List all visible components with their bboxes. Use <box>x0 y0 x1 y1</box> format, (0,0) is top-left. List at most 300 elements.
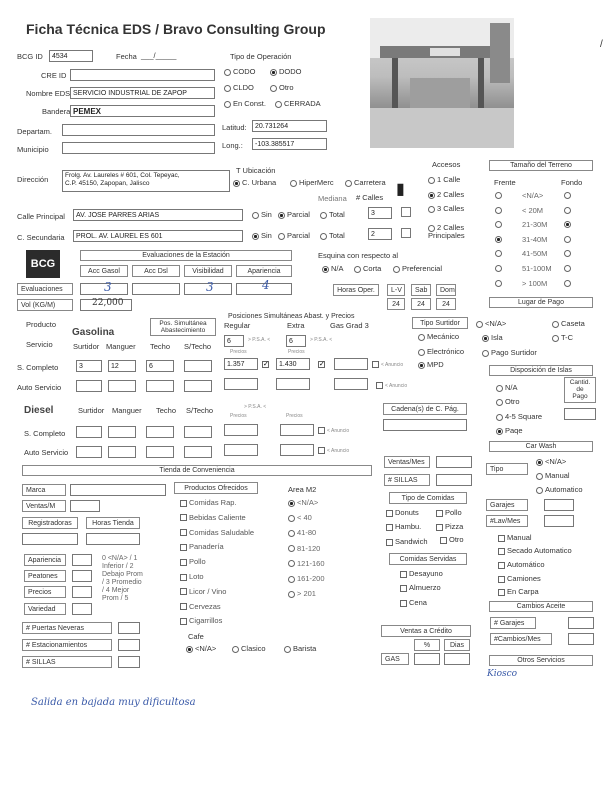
ub-carretera-radio[interactable] <box>345 180 352 187</box>
frente-label: Frente <box>494 178 516 187</box>
esq-preferencial[interactable]: Preferencial <box>393 265 442 273</box>
cadenas-title: Cadena(s) de C. Pág. <box>383 403 467 415</box>
bandera-label: Bandera <box>42 107 71 116</box>
num-garajes-field[interactable] <box>568 617 594 629</box>
med1-parcial[interactable]: Parcial <box>278 211 310 219</box>
eval-apariencia-value: 4 <box>262 278 270 292</box>
regular-label: Regular <box>224 321 251 330</box>
regular-as-price[interactable] <box>224 378 258 390</box>
isla-otro[interactable]: Otro <box>496 398 520 406</box>
cantidad-pago-field[interactable] <box>564 408 596 420</box>
fecha-field[interactable]: ___/_____ <box>141 51 177 60</box>
cafe-clasico-radio[interactable] <box>232 646 239 653</box>
longitud-field[interactable]: -103.385517 <box>252 138 327 150</box>
dsl-anuncio-2: < Anuncio <box>318 447 349 454</box>
credito-gas-pct[interactable] <box>414 653 440 665</box>
regular-precios-label: Precios <box>230 349 247 355</box>
cafe-label: Cafe <box>188 632 204 641</box>
registradoras-field[interactable] <box>22 533 78 545</box>
med2-total[interactable]: Total <box>320 232 345 240</box>
producto-ofrecido-item[interactable]: Comidas Rap. <box>180 499 237 507</box>
area-option-radio[interactable] <box>288 591 295 598</box>
cambios-mes-field[interactable] <box>568 633 594 645</box>
tipo-comidas-title: Tipo de Comidas <box>389 492 467 504</box>
terreno-fondo-radio[interactable] <box>564 207 571 214</box>
marca-field[interactable] <box>70 484 166 496</box>
cw-na-radio[interactable] <box>536 459 543 466</box>
dsl-precios-2: Precios <box>286 413 303 419</box>
acc-2principales[interactable]: 2 Calles Principales <box>428 223 465 241</box>
cre-id-label: CRE ID <box>41 71 67 80</box>
scale-legend <box>102 555 143 603</box>
grad3-as-price[interactable] <box>334 378 368 390</box>
area-option[interactable]: 161-200 <box>288 575 325 583</box>
med1-total-radio[interactable] <box>320 212 327 219</box>
extra-price[interactable]: 1.430 <box>276 358 310 370</box>
producto-ofrecido-item[interactable]: Comidas Saludable <box>180 529 254 537</box>
med2-parcial-radio[interactable] <box>278 233 285 240</box>
credito-gas-label: GAS <box>381 653 409 665</box>
regular-pos[interactable]: 6 <box>224 335 244 347</box>
regular-price[interactable]: 1.357 <box>224 358 258 370</box>
cw-manual-radio[interactable] <box>536 473 543 480</box>
med2-sin[interactable]: Sin <box>252 232 272 240</box>
ub-hipermerc[interactable]: HiperMerc <box>290 179 334 187</box>
scale-2: Debajo Prom <box>102 571 143 579</box>
pago-isla[interactable]: Isla <box>482 334 503 342</box>
horas-lv-value[interactable]: 24 <box>387 298 405 310</box>
cw-manual[interactable]: Manual <box>536 472 570 480</box>
cambios-mes-label: #Cambios/Mes <box>490 633 552 645</box>
op-codo[interactable]: CODO <box>224 68 256 76</box>
scale-5: Prom / 5 <box>102 595 129 603</box>
area-option[interactable]: 41-80 <box>288 529 316 537</box>
producto-ofrecido-item[interactable]: Cigarrillos <box>180 617 222 625</box>
direccion-line1: Frolg. Av. Laureles # 601, Col. Tepeyac, <box>65 172 180 179</box>
regular-anuncio-check[interactable] <box>262 360 271 368</box>
terreno-fondo-radio[interactable] <box>564 265 571 272</box>
med2-sin-radio[interactable] <box>252 233 259 240</box>
terreno-fondo-radio[interactable] <box>564 250 571 257</box>
producto-ofrecido-item[interactable]: Pollo <box>180 558 206 566</box>
calle-secundaria-label: C. Secundaria <box>17 233 65 242</box>
area-option-radio[interactable] <box>288 560 295 567</box>
extra-label: Extra <box>287 321 305 330</box>
ventas-mes-label: Ventas/Mes <box>384 456 430 468</box>
producto-ofrecido-check[interactable] <box>180 618 187 625</box>
esq-na-radio[interactable] <box>322 266 329 273</box>
cw-sub-secado-check[interactable] <box>498 548 505 555</box>
producto-ofrecido-check[interactable] <box>180 574 187 581</box>
gas-as-manguer[interactable] <box>108 380 136 392</box>
cambios-aceite-title: Cambios Aceite <box>489 601 593 612</box>
estacionamientos-field[interactable] <box>118 639 140 651</box>
producto-ofrecido-check[interactable] <box>180 559 187 566</box>
gas-techo[interactable]: 6 <box>146 360 174 372</box>
comida-otro-check[interactable] <box>440 537 447 544</box>
servida-cena[interactable]: Cena <box>400 599 427 607</box>
pago-isla-radio[interactable] <box>482 335 489 342</box>
area-option-radio[interactable] <box>288 530 295 537</box>
extra-as-price[interactable] <box>276 378 310 390</box>
dsl-as-surtidor[interactable] <box>76 446 102 458</box>
scale-1: Inferior / 2 <box>102 563 134 571</box>
diesel-label: Diesel <box>24 405 54 416</box>
scale-0: 0 <N/A> / 1 <box>102 555 138 562</box>
med1-sin[interactable]: Sin <box>252 211 272 219</box>
num-garajes-label: # Garajes <box>490 617 536 629</box>
calle-secundaria-field[interactable]: PROL. AV. LAUREL ES 601 <box>73 230 243 242</box>
terreno-frente-radio[interactable] <box>495 250 502 257</box>
regular-anuncio-checkbox[interactable] <box>262 361 269 368</box>
num-calles-field-1[interactable]: 3 <box>368 207 392 219</box>
extra-anuncio-checkbox[interactable] <box>318 361 325 368</box>
terreno-frente-radio[interactable] <box>495 192 502 199</box>
ub-urbana[interactable]: C. Urbana <box>233 179 276 187</box>
dsl-price-1[interactable] <box>224 424 258 436</box>
comida-hambu-check[interactable] <box>386 524 393 531</box>
fondo-label: Fondo <box>561 178 583 187</box>
dsl-as-techo[interactable] <box>146 446 174 458</box>
lav-mes-field[interactable] <box>544 515 574 527</box>
extra-anuncio-check[interactable] <box>318 360 327 368</box>
producto-ofrecido-check[interactable] <box>180 544 187 551</box>
station-photo <box>370 18 514 148</box>
variedad-label: Variedad <box>24 603 66 615</box>
area-option[interactable]: > 201 <box>288 590 316 598</box>
horas-tienda-label: Horas Tienda <box>86 517 140 529</box>
acc-2calles-radio[interactable] <box>428 192 435 199</box>
terreno-size-label: 31-40M <box>522 234 548 244</box>
cw-na[interactable]: <N/A> <box>536 458 566 466</box>
terreno-fondo-radio[interactable] <box>564 280 571 287</box>
cw-sub-secado[interactable]: Secado Automatico <box>498 547 572 555</box>
cw-sub-carpa[interactable]: En Carpa <box>498 588 539 596</box>
surtidor-electronico-radio[interactable] <box>418 349 425 356</box>
grad3-anuncio-checkbox[interactable] <box>372 361 379 368</box>
producto-ofrecido-check[interactable] <box>180 500 187 507</box>
comida-pizza[interactable]: Pizza <box>436 523 463 531</box>
terreno-frente-radio[interactable] <box>495 236 502 243</box>
cw-automatico[interactable]: Automatico <box>536 486 583 494</box>
dsl-as-price-2[interactable] <box>280 444 314 456</box>
area-option-radio[interactable] <box>288 576 295 583</box>
eval-acc-dsl[interactable] <box>132 283 180 295</box>
latitud-field[interactable]: 20.731264 <box>252 120 327 132</box>
comida-pollo[interactable]: Pollo <box>436 509 462 517</box>
horas-tienda-field[interactable] <box>86 533 140 545</box>
med2-total-radio[interactable] <box>320 233 327 240</box>
surtidor-mpd-radio[interactable] <box>418 362 425 369</box>
evaluaciones-title: Evaluaciones de la Estación <box>80 250 292 261</box>
dsl-col-stecho: S/Techo <box>186 406 214 415</box>
terreno-title: Tamaño del Terreno <box>489 160 593 171</box>
esq-preferencial-radio[interactable] <box>393 266 400 273</box>
dsl-manguer[interactable] <box>108 426 136 438</box>
terreno-fondo-radio[interactable] <box>564 221 571 228</box>
producto-ofrecido-item[interactable]: Licor / Vino <box>180 588 226 596</box>
gas-manguer[interactable]: 12 <box>108 360 136 372</box>
area-option[interactable]: < 40 <box>288 514 312 522</box>
tipo-surtidor-title: Tipo Surtidor <box>412 317 468 329</box>
comida-donuts[interactable]: Donuts <box>386 509 419 517</box>
gas-stecho[interactable] <box>184 360 212 372</box>
med1-total[interactable]: Total <box>320 211 345 219</box>
dsl-as-price-1[interactable] <box>224 444 258 456</box>
isla-paqe[interactable]: Paqe <box>496 427 523 435</box>
med2-parcial[interactable]: Parcial <box>278 232 310 240</box>
pago-na-radio[interactable] <box>476 321 483 328</box>
comidas-sillas-field[interactable] <box>436 474 472 486</box>
terreno-fondo-radio[interactable] <box>564 236 571 243</box>
ventas-m-field[interactable] <box>70 500 100 512</box>
acc-1calle-radio[interactable] <box>428 177 435 184</box>
calles-check-1[interactable] <box>401 207 411 217</box>
ub-urbana-radio[interactable] <box>233 180 240 187</box>
producto-ofrecido-item[interactable]: Loto <box>180 573 204 581</box>
cafe-na-radio[interactable] <box>186 646 193 653</box>
pago-caseta-radio[interactable] <box>552 321 559 328</box>
acc-3calles-radio[interactable] <box>428 206 435 213</box>
gas-as-stecho[interactable] <box>184 380 212 392</box>
credito-gas-dias[interactable] <box>444 653 470 665</box>
isla-45square[interactable]: 4-5 Square <box>496 413 542 421</box>
municipio-field[interactable] <box>62 142 215 154</box>
nombre-eds-field[interactable]: SERVICIO INDUSTRIAL DE ZAPOP <box>70 87 215 99</box>
tipo-operacion-title: Tipo de Operación <box>230 52 292 61</box>
page-title: Ficha Técnica EDS / Bravo Consulting Group <box>26 21 326 37</box>
eval-header-visibilidad: Visibilidad <box>184 265 232 277</box>
cafe-clasico[interactable]: Clasico <box>232 645 266 653</box>
gas-station-image <box>370 18 514 148</box>
dsl-anuncio-2-checkbox[interactable] <box>318 447 325 454</box>
car-wash-tipo-label: Tipo <box>486 463 528 475</box>
acc-1calle[interactable]: 1 Calle <box>428 176 460 184</box>
cw-sub-camiones-check[interactable] <box>498 576 505 583</box>
col-surtidor: Surtidor <box>73 342 100 351</box>
op-cldo[interactable]: CLDO <box>224 84 254 92</box>
dsl-col-techo: Techo <box>156 406 177 415</box>
cw-sub-automatico[interactable]: Automático <box>498 561 545 569</box>
comida-pollo-check[interactable] <box>436 510 443 517</box>
comida-otro[interactable]: Otro <box>440 536 464 544</box>
area-option[interactable]: <N/A> <box>288 499 318 507</box>
regular-psa: > P.S.A. < <box>248 337 271 343</box>
longitud-label: Long.: <box>222 141 243 150</box>
servida-cena-check[interactable] <box>400 600 407 607</box>
op-dodo[interactable]: DODO <box>270 68 302 76</box>
dsl-col-surtidor: Surtidor <box>78 406 105 415</box>
gas-as-techo[interactable] <box>146 380 174 392</box>
pago-tc-radio[interactable] <box>552 335 559 342</box>
esq-corta[interactable]: Corta <box>354 265 381 273</box>
isla-45square-radio[interactable] <box>496 414 503 421</box>
gas-as-surtidor[interactable] <box>76 380 102 392</box>
op-cerrada-radio[interactable] <box>275 101 282 108</box>
area-option[interactable]: 121-160 <box>288 560 325 568</box>
precios-field[interactable] <box>72 586 92 598</box>
cre-id-field[interactable] <box>70 69 215 81</box>
op-enconst-radio[interactable] <box>224 101 231 108</box>
terreno-frente-radio[interactable] <box>495 221 502 228</box>
cw-sub-carpa-check[interactable] <box>498 589 505 596</box>
servida-almuerzo[interactable]: Almuerzo <box>400 584 441 592</box>
comida-donuts-check[interactable] <box>386 510 393 517</box>
cw-automatico-radio[interactable] <box>536 487 543 494</box>
op-otro-radio[interactable] <box>270 85 277 92</box>
puertas-neveras-field[interactable] <box>118 622 140 634</box>
cw-sub-camiones[interactable]: Camiones <box>498 575 541 583</box>
dsl-techo[interactable] <box>146 426 174 438</box>
evaluaciones-label: Evaluaciones <box>17 283 73 295</box>
area-option-radio[interactable] <box>288 545 295 552</box>
bcg-id-field[interactable]: 4534 <box>49 50 93 62</box>
terreno-frente-radio[interactable] <box>495 280 502 287</box>
producto-ofrecido-item[interactable]: Cervezas <box>180 603 221 611</box>
surtidor-mecanico[interactable]: Mecánico <box>418 333 459 341</box>
cw-sub-manual[interactable]: Manual <box>498 534 532 542</box>
dsl-as-stecho[interactable] <box>184 446 212 458</box>
s-completo-label: S. Completo <box>17 363 59 372</box>
producto-ofrecido-item[interactable]: Bebidas Caliente <box>180 514 246 522</box>
pago-caseta[interactable]: Caseta <box>552 320 585 328</box>
dsl-anuncio-1-checkbox[interactable] <box>318 427 325 434</box>
pago-surtidor-radio[interactable] <box>482 350 489 357</box>
area-m2-label: Area M2 <box>288 485 317 494</box>
isla-na-radio[interactable] <box>496 385 503 392</box>
salida-note: Salida en bajada muy dificultosa <box>31 697 196 708</box>
cw-sub-manual-check[interactable] <box>498 535 505 542</box>
peatones-field[interactable] <box>72 570 92 582</box>
gas-surtidor[interactable]: 3 <box>76 360 102 372</box>
op-cerrada[interactable]: CERRADA <box>275 100 321 108</box>
pago-surtidor[interactable]: Pago Surtidor <box>482 349 537 357</box>
calles-check-2[interactable] <box>401 228 411 238</box>
grad3-price[interactable] <box>334 358 368 370</box>
scale-4: / 4 Mejor <box>102 587 130 595</box>
comida-pizza-check[interactable] <box>436 524 443 531</box>
dsl-stecho[interactable] <box>184 426 212 438</box>
direccion-label: Dirección <box>17 175 49 184</box>
isla-na[interactable]: N/A <box>496 384 518 392</box>
esq-na[interactable]: N/A <box>322 265 344 273</box>
op-dodo-radio[interactable] <box>270 69 277 76</box>
comida-sandwich-check[interactable] <box>386 539 393 546</box>
med1-sin-radio[interactable] <box>252 212 259 219</box>
producto-ofrecido-check[interactable] <box>180 529 187 536</box>
dsl-as-manguer[interactable] <box>108 446 136 458</box>
op-enconst[interactable]: En Const. <box>224 100 266 108</box>
surtidor-electronico[interactable]: Electrónico <box>418 348 464 356</box>
direccion-field[interactable] <box>62 170 230 192</box>
op-codo-radio[interactable] <box>224 69 231 76</box>
cadenas-field[interactable] <box>383 419 467 431</box>
garajes-field[interactable] <box>544 499 574 511</box>
acc-2calles[interactable]: 2 Calles <box>428 191 464 199</box>
bandera-field[interactable]: PEMEX <box>70 105 215 117</box>
ub-hipermerc-radio[interactable] <box>290 180 297 187</box>
surtidor-mpd[interactable]: MPD <box>418 361 444 369</box>
comida-sandwich[interactable]: Sandwich <box>386 538 428 546</box>
servida-almuerzo-check[interactable] <box>400 585 407 592</box>
area-option-radio[interactable] <box>288 500 295 507</box>
ub-carretera[interactable]: Carretera <box>345 179 386 187</box>
op-cldo-radio[interactable] <box>224 85 231 92</box>
departamento-field[interactable] <box>62 124 215 136</box>
surtidor-mecanico-radio[interactable] <box>418 334 425 341</box>
lav-mes-label: #Lav/Mes <box>486 515 528 527</box>
med1-parcial-radio[interactable] <box>278 212 285 219</box>
lugar-pago-title: Lugar de Pago <box>489 297 593 308</box>
esq-corta-radio[interactable] <box>354 266 361 273</box>
credito-dias: Dias <box>444 639 470 651</box>
area-option[interactable]: 81-120 <box>288 545 320 553</box>
op-otro[interactable]: Otro <box>270 84 294 92</box>
horas-dom-value[interactable]: 24 <box>436 298 456 310</box>
col-techo: Techo <box>150 342 171 351</box>
isla-paqe-radio[interactable] <box>496 428 503 435</box>
producto-ofrecido-check[interactable] <box>180 514 187 521</box>
cafe-na[interactable]: <N/A> <box>186 645 216 653</box>
ubicacion-title: T Ubicación <box>236 166 276 175</box>
municipio-label: Municipio <box>17 145 49 154</box>
num-calles-field-2[interactable]: 2 <box>368 228 392 240</box>
terreno-size-label: 41-50M <box>522 249 548 259</box>
dsl-surtidor[interactable] <box>76 426 102 438</box>
traffic-light-icon: ▮ <box>396 181 405 198</box>
col-stecho: S/Techo <box>184 342 212 351</box>
producto-ofrecido-item[interactable]: Panadería <box>180 543 224 551</box>
kiosco-note: Kiosco <box>487 669 518 679</box>
apariencia-label: Apariencia <box>24 554 66 566</box>
as-anuncio-checkbox[interactable] <box>376 382 383 389</box>
acc-3calles[interactable]: 3 Calles <box>428 205 464 213</box>
calle-principal-label: Calle Principal <box>17 212 65 221</box>
extra-pos[interactable]: 6 <box>286 335 306 347</box>
servida-desayuno-check[interactable] <box>400 571 407 578</box>
terreno-size-label: 21-30M <box>522 220 548 230</box>
horas-sab-value[interactable]: 24 <box>411 298 431 310</box>
area-option-radio[interactable] <box>288 515 295 522</box>
horas-sab: Sab <box>411 284 431 296</box>
variedad-field[interactable] <box>72 603 92 615</box>
gasolina-label: Gasolina <box>72 327 115 338</box>
bcg-logo: BCG <box>26 250 60 278</box>
cafe-barista-radio[interactable] <box>284 646 291 653</box>
terreno-frente-radio[interactable] <box>495 265 502 272</box>
pos-simultanea-label: Pos. Simultánea Abastecimiento <box>150 318 216 336</box>
page-edge-mark: / <box>600 39 603 50</box>
tienda-sillas-label: # SILLAS <box>22 656 112 668</box>
terreno-fondo-radio[interactable] <box>564 192 571 199</box>
servida-desayuno[interactable]: Desayuno <box>400 570 443 578</box>
cw-sub-automatico-check[interactable] <box>498 562 505 569</box>
producto-ofrecido-check[interactable] <box>180 588 187 595</box>
pago-na[interactable]: <N/A> <box>476 320 506 328</box>
terreno-frente-radio[interactable] <box>495 207 502 214</box>
pago-tc[interactable]: T-C <box>552 334 573 342</box>
dsl-price-2[interactable] <box>280 424 314 436</box>
producto-ofrecido-check[interactable] <box>180 603 187 610</box>
tienda-sillas-field[interactable] <box>118 656 140 668</box>
ventas-mes-field[interactable] <box>436 456 472 468</box>
cafe-barista[interactable]: Barista <box>284 645 316 653</box>
isla-otro-radio[interactable] <box>496 399 503 406</box>
apariencia-field[interactable] <box>72 554 92 566</box>
comida-hambu[interactable]: Hambu. <box>386 523 421 531</box>
tienda-title: Tienda de Conveniencia <box>22 465 372 476</box>
calle-principal-field[interactable]: AV. JOSE PARRES ARIAS <box>73 209 243 221</box>
